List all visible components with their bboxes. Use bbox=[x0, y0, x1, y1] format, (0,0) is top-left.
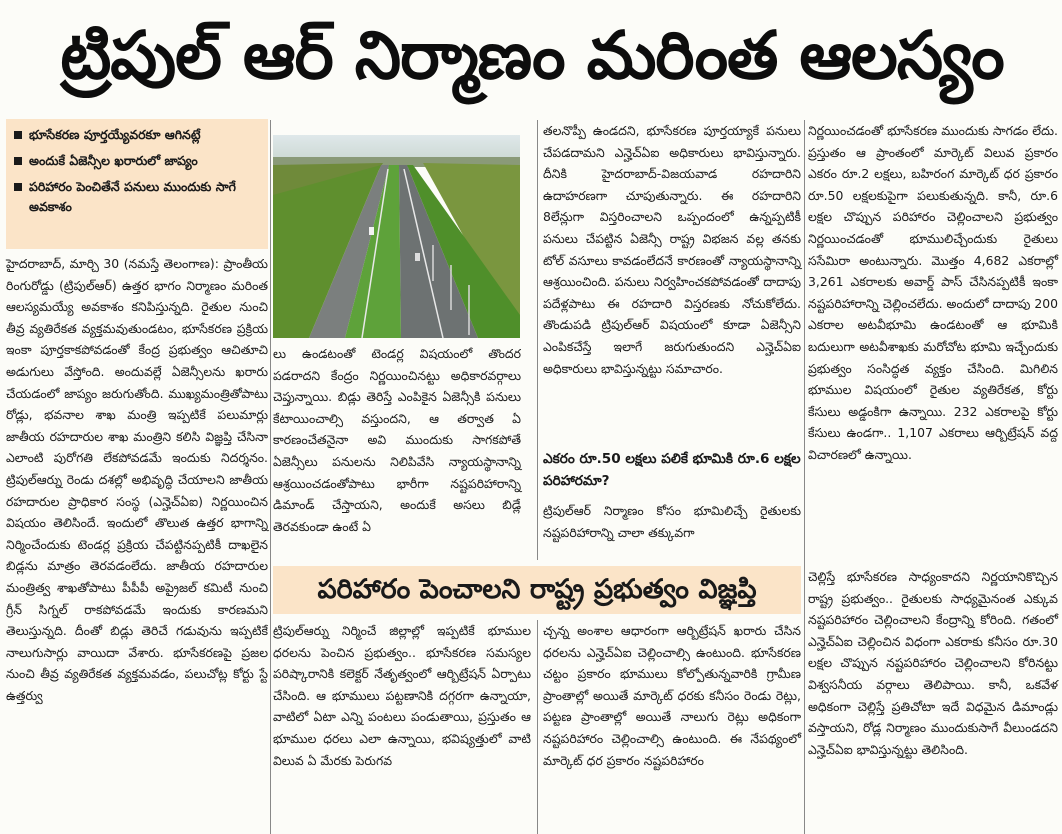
paragraph: చెల్లిస్తే భూసేకరణ సాధ్యంకాదని నిర్ణయానికొచ్చిన రాష్ట్ర ప్రభుత్వం.. రైతులకు సాధ్యమైనంత ఎక్కువ నష్టపరిహారం చెల్లించాలని కేంద్రాన్ని కోరింది. గతంలో ఎన్హెచ్ఏఐ చెల్లించిన విధంగా ఎకరాకు కనీసం రూ.30 లక్షల చొప్పున నష్టపరిహారం చెల్లించాలని కోరినట్టు విశ్వసనీయ వర్గాలు తెలిపాయి. కానీ, ఒకవేళ అధికంగా చెల్లిస్తే ప్రతిచోటా ఇదే విధమైన డిమాండ్లు వస్తాయని, రోడ్ల నిర్మాణం ముందుకుసాగే వీలుండదని ఎన్హెచ్ఏఐ భావిస్తున్నట్టు తెలిసింది. bbox=[808, 569, 1058, 757]
highlight-item bbox=[14, 177, 262, 217]
column-divider bbox=[537, 620, 538, 834]
highlight-text: అందుకే ఏజెన్సీల ఖరారులో జాప్యం bbox=[29, 153, 198, 168]
highway-photo-icon bbox=[273, 135, 520, 338]
paragraph: లు ఉండటంతో టెండర్ల విషయంలో తొందర పడరాదని కేంద్రం నిర్ణయించినట్టు అధికారవర్గాలు చెప్తున్నాయి. బిడ్లు తెరిస్తే ఎంపికైన ఏజెన్సీకి పనులు కేటాయించాల్సి వస్తుందని, ఆ తర్వాత ఏ కారణంచేతనైనా అవి ముందుకు సాగకపోతే ఏజెన్సీలు పనులను నిలిపివేసి న్యాయస్థానాన్ని ఆశ్రయించడంతోపాటు భారీగా నష్టపరిహారాన్ని డిమాండ్ చేస్తాయని, అందుకే అసలు బిడ్లే తెరవకుండా ఉంటే ఏ bbox=[273, 346, 521, 534]
article-column-3 bbox=[543, 120, 801, 379]
paragraph: నిర్ణయించడంతో భూసేకరణ ముందుకు సాగడం లేదు. ప్రస్తుతం ఆ ప్రాంతంలో మార్కెట్ విలువ ప్రకారం ఎకరం రూ.2 లక్షలు, బహిరంగ మార్కెట్ ధర ప్రకారం రూ.50 లక్షలకుపైగా పలుకుతున్నది. కానీ, రూ.6 లక్షల చొప్పున పరిహారం చెల్లించాలని ప్రభుత్వం నిర్ణయించడంతో భూములిచ్చేందుకు రైతులు ససేమిరా అంటున్నారు. మొత్తం 4,682 ఎకరాల్లో 3,261 ఎకరాలకు అవార్డ్ పాస్ చేసినప్పటికీ ఇంకా నష్టపరిహారాన్ని చెల్లించలేదు. అందులో దాదాపు 200 ఎకరాల అటవీభూమి ఉండటంతో ఆ భూమికి బదులుగా అటవీశాఖకు మరోచోట భూమి ఇచ్చేందుకు ప్రభుత్వం సంసిద్ధత వ్యక్తం చేసింది. మిగిలిన భూముల విషయంలో రైతుల వ్యతిరేకత, కోర్టు కేసులు అడ్డంకిగా ఉన్నాయి. 232 ఎకరాలపై కోర్టు కేసులు ఉండగా.. 1,107 ఎకరాలు ఆర్బిట్రేషన్ వద్ద విచారణలో ఉన్నాయి. bbox=[808, 123, 1058, 462]
highlight-text: పరిహారం పెంచితేనే పనులు ముందుకు సాగే అవకాశం bbox=[29, 179, 236, 214]
highlights-box bbox=[6, 119, 268, 249]
bullet-icon bbox=[14, 131, 22, 139]
bottom-column-1 bbox=[273, 620, 531, 771]
bottom-column-2 bbox=[543, 620, 801, 771]
highlight-item bbox=[14, 125, 262, 145]
column-divider bbox=[537, 120, 538, 560]
highlight-text: భూసేకరణ పూర్తయ్యేవరకూ ఆగినట్లే bbox=[29, 127, 201, 142]
article-column-2 bbox=[273, 343, 521, 537]
bullet-icon bbox=[14, 183, 22, 191]
column-divider bbox=[804, 120, 805, 834]
article-column-4 bbox=[808, 120, 1058, 466]
article-column-1 bbox=[6, 253, 268, 706]
paragraph: ట్రిపుల్ఆర్ నిర్మాణం కోసం భూమిలిచ్చే రైతులకు నష్టపరిహారాన్ని చాలా తక్కువగా bbox=[543, 503, 801, 540]
highlight-item bbox=[14, 151, 262, 171]
paragraph: తలనొప్పీ ఉండదని, భూసేకరణ పూర్తయ్యాకే పనులు చేపడదామని ఎన్హెచ్ఏఐ అధికారులు భావిస్తున్నారు. దీనికి హైదరాబాద్-విజయవాడ రహదారిని ఉదాహరణగా చూపుతున్నారు. ఈ రహదారిని 8లేన్లుగా విస్తరించాలని ఒప్పందంలో ఉన్నప్పటికీ పనులు చేపట్టిన ఏజెన్సీ రాష్ట్ర విభజన వల్ల తనకు టోల్ వసూలు కావడంలేదనే కారణంతో న్యాయస్థానాన్ని ఆశ్రయించింది. పనులు నిర్వహించకపోవడంతో దాదాపు పదేళ్లపాటు ఈ రహదారి విస్తరణకు నోచుకోలేదు. తొండుపడి ట్రిపుల్ఆర్ విషయంలో కూడా ఏజెన్సీని ఎంపికచేస్తే ఇలాగే జరుగుతుందని ఎన్హెచ్ఏఐ అధికారులు భావిస్తున్నట్టు సమాచారం. bbox=[543, 123, 801, 376]
subheading: ఎకరం రూ.50 లక్షలు పలికే భూమికి రూ.6 లక్షల పరిహారమా? bbox=[543, 451, 801, 489]
headline: ట్రిపుల్ ఆర్ నిర్మాణం మరింత ఆలస్యం bbox=[60, 17, 1004, 94]
highway-photo bbox=[273, 135, 520, 338]
column-divider bbox=[270, 120, 271, 834]
bottom-column-3 bbox=[808, 566, 1058, 760]
article-column-3b bbox=[543, 500, 801, 543]
paragraph: చ్చన్న అంశాల ఆధారంగా ఆర్బిట్రేషన్ ఖరారు చేసిన ధరలను ఎన్హెచ్ఏఐ చెల్లించాల్సి ఉంటుంది. భూసేకరణ చట్టం ప్రకారం భూములు కోల్పోతున్నవారికి గ్రామీణ ప్రాంతాల్లో అయితే మార్కెట్ ధరకు కనీసం రెండు రెట్లు, పట్టణ ప్రాంతాల్లో అయితే నాలుగు రెట్లు అధికంగా నష్టపరిహారం చెల్లించాల్సి ఉంటుంది. ఈ నేపథ్యంలో మార్కెట్ ధర ప్రకారం నష్టపరిహారం bbox=[543, 623, 801, 768]
section-title: పరిహారం పెంచాలని రాష్ట్ర ప్రభుత్వం విజ్ఞప్తి bbox=[317, 574, 757, 605]
bullet-icon bbox=[14, 157, 22, 165]
paragraph: ట్రిపుల్ఆర్ను నిర్మించే జిల్లాల్లో ఇప్పటికే భూముల ధరలను పెంచిన ప్రభుత్వం.. భూసేకరణ సమస్యల పరిష్కారానికి కలెక్టర్ నేతృత్వంలో ఆర్బిట్రేషన్ ఏర్పాటు చేసింది. ఆ భూములు పట్టణానికి దగ్గరగా ఉన్నాయా, వాటిలో ఏటా ఎన్ని పంటలు పండుతాయి, ప్రస్తుతం ఆ భూముల ధరలు ఎలా ఉన్నాయి, భవిష్యత్తులో వాటి విలువ ఏ మేరకు పెరుగవ bbox=[273, 623, 531, 768]
paragraph: హైదరాబాద్, మార్చి 30 (నమస్తే తెలంగాణ): ప్రాంతీయ రింగురోడ్డు (ట్రిపుల్ఆర్) ఉత్తర భాగం నిర్మాణం మరింత ఆలస్యమయ్యే అవకాశం కనిపిస్తున్నది. రైతుల నుంచి తీవ్ర వ్యతిరేకత వ్యక్తమవుతుండటం, భూసేకరణ ప్రక్రియ ఇంకా పూర్తకాకపోవడంతో కేంద్ర ప్రభుత్వం ఆచితూచి అడుగులు వేస్తోంది. అందువల్లే ఏజెన్సీలను ఖరారు చేయడంలో జాప్యం జరుగుతోంది. ముఖ్యమంత్రితోపాటు రోడ్లు, భవనాల శాఖ మంత్రి ఇప్పటికే పలుమార్లు జాతీయ రహదారుల శాఖ మంత్రిని కలిసి విజ్ఞప్తి చేసినా ఎలాంటి పురోగతి లేకపోవడమే ఇందుకు నిదర్శనం. ట్రిపుల్ఆర్ను రెండు దశల్లో అభివృద్ధి చేయాలని జాతీయ రహదారుల ప్రాధికార సంస్థ (ఎన్హెచ్ఏఐ) నిర్ణయించిన విషయం తెలిసిందే. ఇందులో తొలుత ఉత్తర భాగాన్ని నిర్మించేందుకు టెండర్ల ప్రక్రియ చేపట్టినప్పటికీ దాఖలైన బిడ్లను మాత్రం తెరవడంలేదు. జాతీయ రహదారుల మంత్రిత్వ శాఖతోపాటు పీపీపీ అప్రైజల్ కమిటీ నుంచి గ్రీన్ సిగ్నల్ రాకపోవడమే ఇందుకు కారణమని తెలుస్తున్నది. దీంతో బిడ్లు తెరిచే గడువును ఇప్పటికే నాలుగుసార్లు వాయిదా వేశారు. భూసేకరణపై ప్రజల నుంచి తీవ్ర వ్యతిరేకత వ్యక్తమవడం, పలుచోట్ల కోర్టు స్టే ఉత్తర్వు bbox=[6, 256, 268, 703]
